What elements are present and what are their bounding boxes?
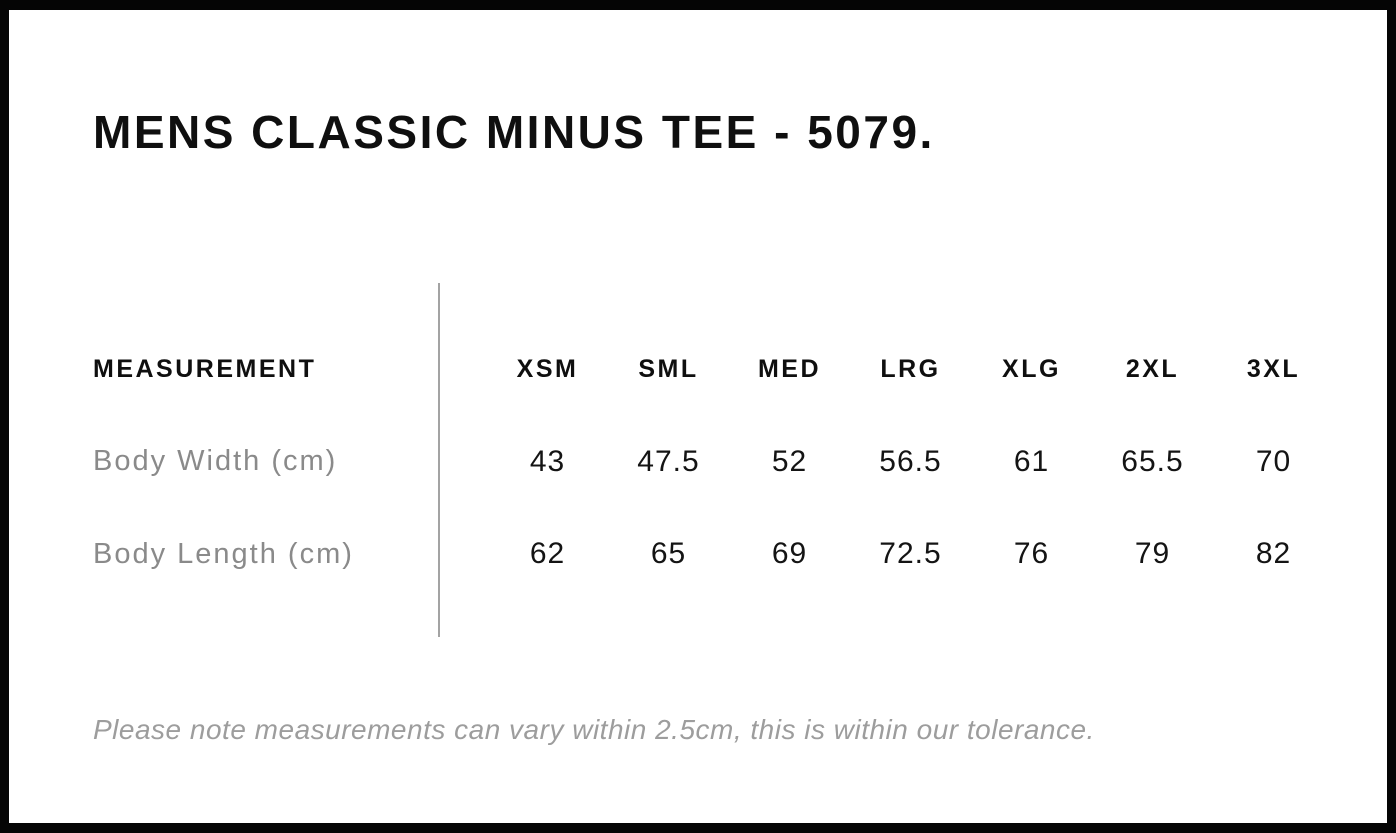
- column-header-xsm: XSM: [516, 354, 579, 383]
- row-label-body-width: Body Width (cm): [93, 445, 338, 478]
- page-title: MENS CLASSIC MINUS TEE - 5079.: [93, 106, 935, 158]
- body-width-2xl: 65.5: [1121, 444, 1184, 478]
- body-width-3xl: 70: [1255, 444, 1292, 478]
- body-length-lrg: 72.5: [879, 537, 942, 571]
- body-length-sml: 65: [650, 537, 687, 571]
- column-header-measurement: MEASUREMENT: [93, 354, 317, 383]
- body-width-xlg: 61: [1013, 444, 1050, 478]
- column-header-sml: SML: [638, 354, 699, 383]
- row-label-body-length: Body Length (cm): [93, 537, 354, 570]
- body-length-med: 69: [771, 537, 808, 571]
- body-width-sml: 47.5: [637, 444, 700, 478]
- body-width-xsm: 43: [529, 444, 566, 478]
- column-header-2xl: 2XL: [1125, 354, 1180, 383]
- body-width-med: 52: [771, 444, 808, 478]
- body-length-2xl: 79: [1134, 537, 1171, 571]
- column-header-3xl: 3XL: [1246, 354, 1301, 383]
- body-length-3xl: 82: [1255, 537, 1292, 571]
- size-chart-table: [93, 323, 1334, 601]
- column-header-xlg: XLG: [1002, 354, 1061, 383]
- column-header-lrg: LRG: [880, 354, 941, 383]
- tolerance-note: Please note measurements can vary within 2.5cm, this is within our tolerance.: [93, 714, 1095, 745]
- body-length-xlg: 76: [1013, 537, 1050, 571]
- column-header-med: MED: [757, 354, 822, 383]
- body-length-xsm: 62: [529, 537, 566, 571]
- body-width-lrg: 56.5: [879, 444, 942, 478]
